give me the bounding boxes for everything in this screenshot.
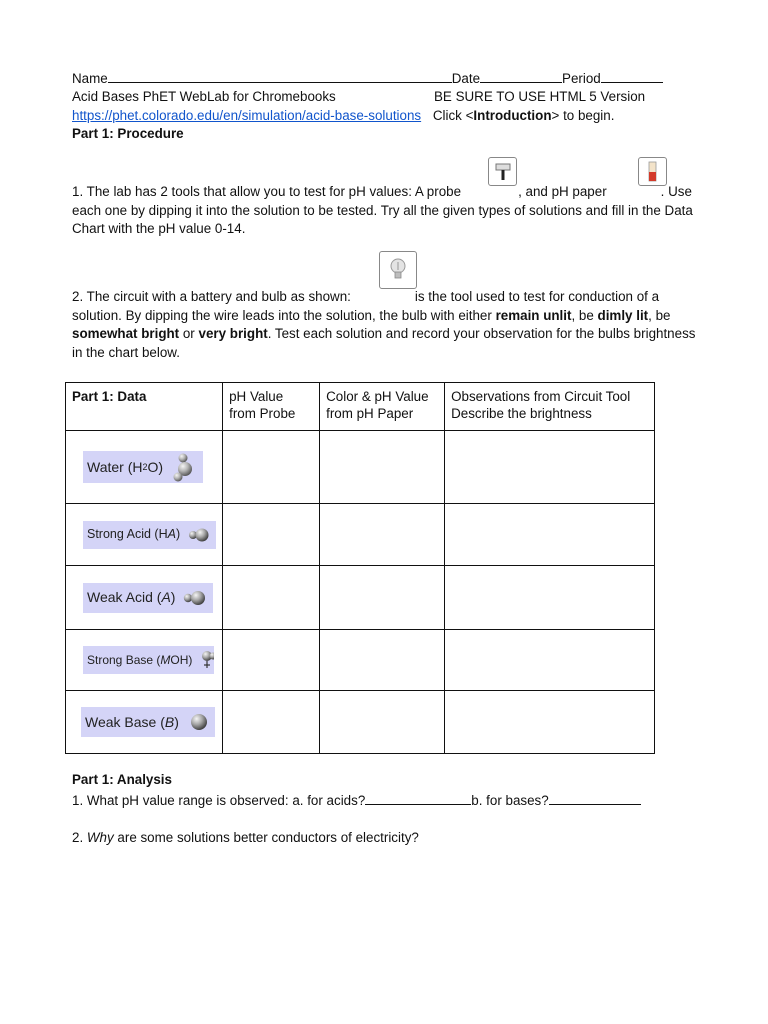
- table-row: [66, 630, 655, 691]
- q1-bases-text: b. for bases?: [471, 793, 549, 808]
- water-molecule-icon: [171, 452, 197, 482]
- cell-water-probe[interactable]: [223, 431, 320, 504]
- cell-weak-acid-paper[interactable]: [320, 566, 445, 630]
- url-line: [72, 107, 614, 125]
- weak-acid-label-it: A: [161, 589, 171, 606]
- acid-molecule-icon: [183, 589, 207, 607]
- cell-strong-base-observation[interactable]: [445, 630, 655, 691]
- step-2-line-2-b: , be: [571, 307, 598, 323]
- weak-base-label-pre: Weak Base (: [85, 713, 165, 730]
- step-2-line-3-a: or: [179, 326, 199, 342]
- cell-strong-acid-paper[interactable]: [320, 504, 445, 566]
- table-row: [66, 691, 655, 754]
- period-label: Period: [562, 71, 601, 86]
- analysis-q2: [72, 829, 419, 847]
- somewhat-bright-text: somewhat bright: [72, 326, 180, 342]
- solution-cell-weak-acid: [66, 566, 223, 630]
- strong-base-label-pre: Strong Base (: [87, 652, 161, 667]
- q1-acids-text: 1. What pH value range is observed: a. for acids?: [72, 793, 366, 808]
- strong-base-label-post: OH): [170, 652, 193, 667]
- cell-strong-acid-probe[interactable]: [223, 504, 320, 566]
- analysis-q1: [72, 791, 641, 810]
- header-ph-probe-line-2: from Probe: [229, 405, 296, 421]
- strong-acid-label-it: A: [167, 527, 176, 542]
- solution-label-strong-acid: [83, 521, 216, 549]
- cell-water-observation[interactable]: [445, 431, 655, 504]
- water-label-post: O): [147, 458, 164, 475]
- water-label-sub: 2: [142, 461, 148, 472]
- weak-acid-label-post: ): [170, 589, 176, 606]
- cell-weak-acid-observation[interactable]: [445, 566, 655, 630]
- cell-strong-base-probe[interactable]: [223, 630, 320, 691]
- solution-label-strong-base: [83, 646, 214, 674]
- water-label-pre: Water (H: [87, 458, 143, 475]
- lab-title: Acid Bases PhET WebLab for Chromebooks: [72, 89, 336, 104]
- weak-acid-label-pre: Weak Acid (: [87, 589, 162, 606]
- header-ph-paper-line-1: Color & pH Value: [326, 389, 429, 404]
- cell-weak-base-observation[interactable]: [445, 691, 655, 754]
- name-date-period-line: [72, 69, 663, 88]
- name-label: Name: [72, 71, 108, 86]
- cell-weak-acid-probe[interactable]: [223, 566, 320, 630]
- date-label: Date: [451, 71, 481, 86]
- step-2-line-3: [72, 325, 722, 344]
- q1-acids-blank[interactable]: [365, 791, 471, 805]
- click-suffix: > to begin.: [551, 108, 615, 123]
- remain-unlit-text: remain unlit: [495, 307, 572, 323]
- header-part1-data: [66, 383, 223, 431]
- q2-why: Why: [86, 830, 114, 845]
- header-ph-paper-line-2: from pH Paper: [326, 405, 414, 421]
- light-bulb-icon: [379, 251, 417, 289]
- header-ph-probe: [223, 383, 320, 431]
- step-1-line-1: [72, 183, 722, 202]
- solution-cell-strong-base: [66, 630, 223, 691]
- q2-text: are some solutions better conductors of electricity?: [113, 830, 419, 845]
- step-2-line-3-b: . Test each solution and record your observation for the bulbs brightness: [267, 326, 696, 342]
- table-row: [66, 504, 655, 566]
- header-observations-line-2: Describe the brightness: [451, 405, 592, 421]
- cell-weak-base-probe[interactable]: [223, 691, 320, 754]
- probe-icon: [488, 157, 517, 186]
- header-observations-line-1: Observations from Circuit Tool: [451, 389, 631, 404]
- step-1-line-2: each one by dipping it into the solution to be tested. Try all the given types of solutions and fill in the Data: [72, 202, 693, 218]
- solution-cell-strong-acid: [66, 504, 223, 566]
- base-ball-icon: [189, 712, 209, 732]
- cell-water-paper[interactable]: [320, 431, 445, 504]
- step-2-line-1: [72, 288, 722, 307]
- procedure-heading: Part 1: Procedure: [72, 126, 184, 141]
- cell-strong-acid-observation[interactable]: [445, 504, 655, 566]
- header-part1-data-text: Part 1: Data: [72, 389, 147, 404]
- step-2-line-2: [72, 307, 722, 326]
- step-1-line-3: Chart with the pH value 0-14.: [72, 221, 246, 237]
- click-prefix: Click <: [432, 108, 474, 123]
- procedure-step-1: [72, 183, 722, 239]
- weak-base-label-post: ): [174, 713, 179, 730]
- step-1-text-c: . Use: [660, 184, 692, 199]
- step-1-text-a: 1. The lab has 2 tools that allow you to test for pH values: A probe: [72, 184, 462, 199]
- weak-base-label-it: B: [164, 713, 175, 730]
- procedure-step-2: [72, 288, 722, 362]
- table-header-row: [66, 383, 655, 431]
- name-blank[interactable]: [108, 69, 452, 83]
- step-2-line-2-a: solution. By dipping the wire leads into the solution, the bulb with either: [72, 307, 496, 323]
- header-ph-probe-line-1: pH Value: [229, 389, 284, 404]
- acid-molecule-icon: [188, 527, 210, 543]
- step-2-line-4: in the chart below.: [72, 344, 180, 360]
- solution-cell-weak-base: [66, 691, 223, 754]
- very-bright-text: very bright: [198, 326, 268, 342]
- step-1-text-b: , and pH paper: [518, 184, 607, 199]
- q1-bases-blank[interactable]: [549, 791, 641, 805]
- table-row: [66, 431, 655, 504]
- q2-number: 2.: [72, 830, 87, 845]
- base-molecule-icon: [200, 650, 214, 670]
- step-2-line-2-c: , be: [648, 307, 671, 323]
- header-ph-paper: [320, 383, 445, 431]
- date-blank[interactable]: [480, 69, 562, 83]
- click-introduction: Introduction: [473, 108, 552, 123]
- solution-cell-water: [66, 431, 223, 504]
- simulation-link[interactable]: https://phet.colorado.edu/en/simulation/acid-base-solutions: [72, 108, 422, 123]
- analysis-heading: Part 1: Analysis: [72, 772, 172, 787]
- cell-strong-base-paper[interactable]: [320, 630, 445, 691]
- table-row: [66, 566, 655, 630]
- dimly-lit-text: dimly lit: [597, 307, 649, 323]
- strong-base-label-it: M: [160, 652, 171, 667]
- strong-acid-label-pre: Strong Acid (H: [87, 527, 168, 542]
- period-blank[interactable]: [601, 69, 663, 83]
- solution-label-weak-base: [81, 707, 215, 737]
- step-2-text-a: 2. The circuit with a battery and bulb as shown:: [72, 289, 351, 304]
- cell-weak-base-paper[interactable]: [320, 691, 445, 754]
- header-observations: [445, 383, 655, 431]
- version-note: BE SURE TO USE HTML 5 Version: [434, 89, 646, 104]
- solution-label-weak-acid: [83, 583, 213, 613]
- solution-label-water: [83, 451, 203, 483]
- data-table: [65, 382, 655, 754]
- strong-acid-label-post: ): [175, 527, 181, 542]
- ph-paper-icon: [638, 157, 667, 186]
- step-2-text-b: is the tool used to test for conduction of a: [414, 289, 660, 304]
